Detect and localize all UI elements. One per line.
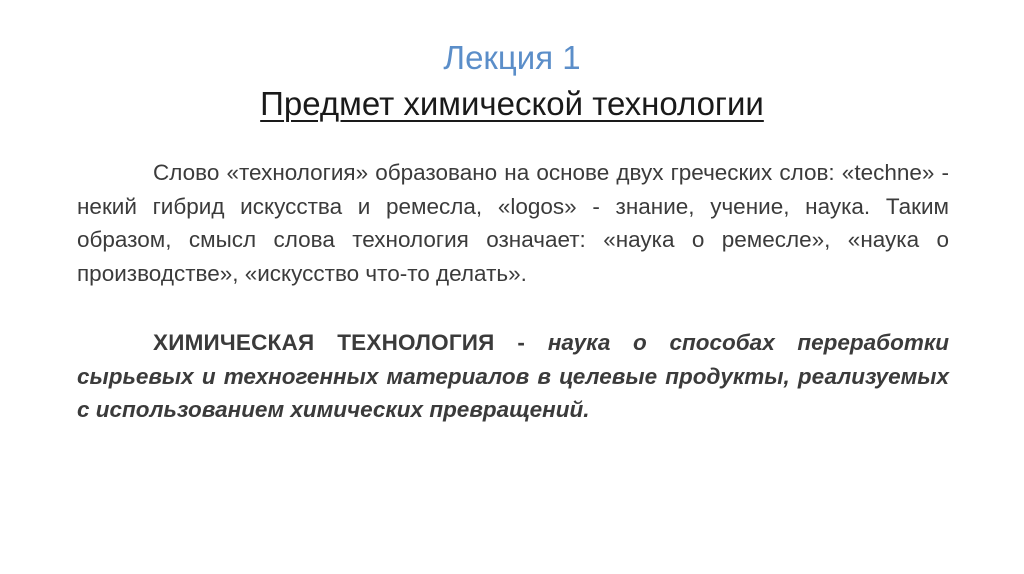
slide-title [0,36,1024,126]
definition-paragraph [77,326,949,427]
slide-body [77,156,949,427]
lecture-number-title: Лекция 1 [443,39,581,76]
definition-term: ХИМИЧЕСКАЯ ТЕХНОЛОГИЯ - [153,330,526,355]
definition-text: наука о способах переработки сырьевых и техногенных материалов в целевые продукты, реализуемых с использованием химических превращений. [77,330,949,422]
etymology-paragraph: Слово «технология» образовано на основе двух греческих слов: «techne» - некий гибрид искусства и ремесла, «logos» - знание, учение, наука. Таким образом, смысл слова технология означает: «наука о ремесле», «наука о производстве», «искусство что-то делать». [77,160,949,286]
subject-title: Предмет химической технологии [260,85,764,122]
